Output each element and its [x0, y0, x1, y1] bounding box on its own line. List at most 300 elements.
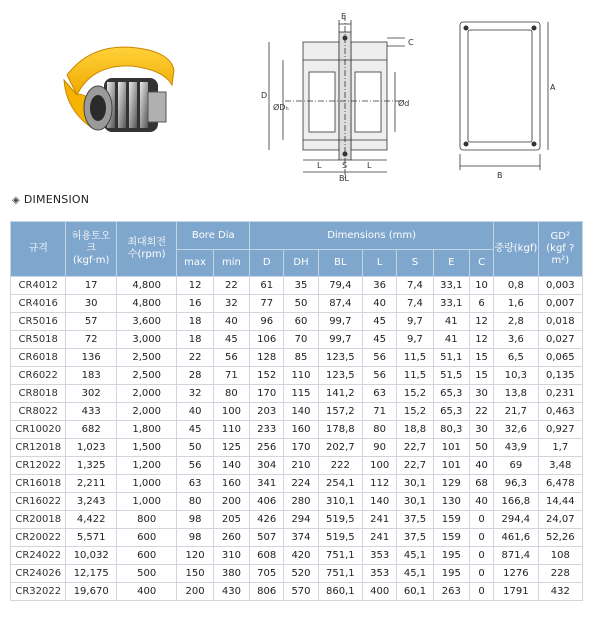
table-cell: 50: [469, 439, 493, 457]
table-cell: 254,1: [318, 475, 362, 493]
table-cell: 0: [469, 565, 493, 583]
table-cell: 30,1: [397, 475, 433, 493]
table-cell: 2,000: [116, 385, 177, 403]
table-cell: 6: [469, 295, 493, 313]
table-cell: 15: [469, 349, 493, 367]
model-cell: CR6018: [11, 349, 66, 367]
header-bore-max: max: [177, 250, 213, 277]
table-cell: 40: [213, 313, 249, 331]
model-cell: CR5018: [11, 331, 66, 349]
table-cell: 136: [66, 349, 116, 367]
table-cell: 432: [538, 583, 582, 601]
table-cell: 32,6: [494, 421, 538, 439]
table-cell: 806: [250, 583, 284, 601]
table-cell: 0,135: [538, 367, 582, 385]
table-cell: 420: [284, 547, 318, 565]
table-cell: 77: [250, 295, 284, 313]
table-cell: 15,2: [397, 385, 433, 403]
table-cell: 60,1: [397, 583, 433, 601]
table-cell: 128: [250, 349, 284, 367]
table-cell: 0: [469, 511, 493, 529]
table-cell: 18: [177, 313, 213, 331]
header-dim-bl: BL: [318, 250, 362, 277]
table-cell: 860,1: [318, 583, 362, 601]
table-cell: 461,6: [494, 529, 538, 547]
table-cell: 22,7: [397, 457, 433, 475]
table-cell: 800: [116, 511, 177, 529]
table-row: [11, 421, 583, 439]
dim-label-bl: BL: [339, 174, 349, 183]
table-cell: 3,600: [116, 313, 177, 331]
table-cell: 294,4: [494, 511, 538, 529]
table-cell: 33,1: [433, 295, 469, 313]
table-cell: 183: [66, 367, 116, 385]
dim-label-a: A: [550, 83, 556, 92]
header-torque: 허용토오 크 (kgf·m): [66, 222, 116, 277]
table-cell: 152: [250, 367, 284, 385]
table-cell: 1791: [494, 583, 538, 601]
table-cell: 71: [363, 403, 397, 421]
table-cell: 36: [363, 277, 397, 295]
dim-label-l-right: L: [367, 161, 372, 170]
table-row: [11, 295, 583, 313]
table-row: [11, 277, 583, 295]
table-cell: 12,175: [66, 565, 116, 583]
table-cell: 41: [433, 331, 469, 349]
table-cell: 129: [433, 475, 469, 493]
header-dim-s: S: [397, 250, 433, 277]
header-dim-d: D: [250, 250, 284, 277]
coupling-photo: [52, 40, 182, 150]
table-cell: 52,26: [538, 529, 582, 547]
table-cell: 1,6: [494, 295, 538, 313]
dimension-table: [10, 221, 583, 601]
dim-label-l-left: L: [317, 161, 322, 170]
table-cell: 1,023: [66, 439, 116, 457]
table-cell: 203: [250, 403, 284, 421]
diamond-bullet-icon: ◈: [12, 195, 20, 206]
table-cell: 166,8: [494, 493, 538, 511]
table-cell: 125: [213, 439, 249, 457]
table-cell: 682: [66, 421, 116, 439]
table-row: [11, 457, 583, 475]
table-cell: 10,032: [66, 547, 116, 565]
table-cell: 2,500: [116, 349, 177, 367]
header-dim-c: C: [469, 250, 493, 277]
table-cell: 374: [284, 529, 318, 547]
table-cell: 69: [494, 457, 538, 475]
model-cell: CR32022: [11, 583, 66, 601]
section-heading: [12, 193, 89, 206]
table-cell: 157,2: [318, 403, 362, 421]
table-cell: 519,5: [318, 511, 362, 529]
table-cell: 178,8: [318, 421, 362, 439]
table-cell: 15: [469, 367, 493, 385]
model-cell: CR24026: [11, 565, 66, 583]
table-cell: 10,3: [494, 367, 538, 385]
table-cell: 0,018: [538, 313, 582, 331]
table-cell: 30: [66, 295, 116, 313]
table-row: [11, 475, 583, 493]
table-cell: 80: [363, 421, 397, 439]
table-cell: 87,4: [318, 295, 362, 313]
table-cell: 12: [469, 313, 493, 331]
table-cell: 99,7: [318, 313, 362, 331]
table-cell: 233: [250, 421, 284, 439]
table-cell: 1,325: [66, 457, 116, 475]
table-cell: 80: [213, 385, 249, 403]
table-cell: 600: [116, 547, 177, 565]
table-cell: 205: [213, 511, 249, 529]
table-cell: 37,5: [397, 511, 433, 529]
table-cell: 14,44: [538, 493, 582, 511]
table-body: [11, 277, 583, 601]
table-cell: 22: [469, 403, 493, 421]
header-bore-dia: Bore Dia: [177, 222, 250, 250]
table-cell: 45: [363, 331, 397, 349]
table-cell: 35: [284, 277, 318, 295]
model-cell: CR16022: [11, 493, 66, 511]
table-cell: 150: [177, 565, 213, 583]
table-cell: 11,5: [397, 367, 433, 385]
table-cell: 0: [469, 583, 493, 601]
table-cell: 18: [177, 331, 213, 349]
table-cell: 68: [469, 475, 493, 493]
table-cell: 751,1: [318, 547, 362, 565]
table-cell: 50: [177, 439, 213, 457]
table-cell: 40: [469, 457, 493, 475]
table-row: [11, 439, 583, 457]
table-cell: 140: [363, 493, 397, 511]
table-cell: 222: [318, 457, 362, 475]
table-cell: 1,800: [116, 421, 177, 439]
table-cell: 224: [284, 475, 318, 493]
table-cell: 123,5: [318, 367, 362, 385]
table-cell: 400: [116, 583, 177, 601]
table-cell: 260: [213, 529, 249, 547]
table-cell: 159: [433, 511, 469, 529]
table-cell: 96,3: [494, 475, 538, 493]
table-row: [11, 583, 583, 601]
table-cell: 140: [213, 457, 249, 475]
table-cell: 45,1: [397, 547, 433, 565]
table-row: [11, 331, 583, 349]
table-cell: 0,927: [538, 421, 582, 439]
table-cell: 5,571: [66, 529, 116, 547]
table-row: [11, 565, 583, 583]
table-cell: 100: [213, 403, 249, 421]
table-cell: 108: [538, 547, 582, 565]
table-cell: 3,48: [538, 457, 582, 475]
table-cell: 130: [433, 493, 469, 511]
table-cell: 6,5: [494, 349, 538, 367]
table-cell: 9,7: [397, 331, 433, 349]
table-cell: 41: [433, 313, 469, 331]
table-cell: 16: [177, 295, 213, 313]
table-cell: 0,007: [538, 295, 582, 313]
table-cell: 1276: [494, 565, 538, 583]
table-cell: 195: [433, 565, 469, 583]
table-cell: 22: [177, 349, 213, 367]
table-row: [11, 313, 583, 331]
header-max-speed: 최대회전 수(rpm): [116, 222, 177, 277]
table-cell: 123,5: [318, 349, 362, 367]
table-cell: 4,800: [116, 277, 177, 295]
table-cell: 0,003: [538, 277, 582, 295]
table-cell: 608: [250, 547, 284, 565]
table-cell: 90: [363, 439, 397, 457]
table-cell: 2,000: [116, 403, 177, 421]
product-figures: [0, 0, 600, 190]
table-cell: 56: [363, 349, 397, 367]
header-dimensions: Dimensions (mm): [250, 222, 494, 250]
table-row: [11, 529, 583, 547]
table-cell: 12: [469, 331, 493, 349]
table-cell: 202,7: [318, 439, 362, 457]
table-cell: 170: [250, 385, 284, 403]
table-cell: 40: [177, 403, 213, 421]
table-cell: 1,000: [116, 493, 177, 511]
table-cell: 120: [177, 547, 213, 565]
table-cell: 9,7: [397, 313, 433, 331]
table-cell: 65,3: [433, 403, 469, 421]
table-cell: 353: [363, 547, 397, 565]
model-cell: CR10020: [11, 421, 66, 439]
header-model: 규격: [11, 222, 66, 277]
table-cell: 32: [213, 295, 249, 313]
table-cell: 507: [250, 529, 284, 547]
table-cell: 304: [250, 457, 284, 475]
coupling-cover-drawing: [448, 14, 558, 184]
table-cell: 256: [250, 439, 284, 457]
table-row: [11, 403, 583, 421]
dim-label-e: E: [341, 12, 347, 21]
table-cell: 400: [363, 583, 397, 601]
table-cell: 110: [213, 421, 249, 439]
model-cell: CR8022: [11, 403, 66, 421]
table-cell: 1,200: [116, 457, 177, 475]
table-cell: 30: [469, 421, 493, 439]
table-cell: 106: [250, 331, 284, 349]
table-cell: 241: [363, 511, 397, 529]
dim-label-bore: Ød: [398, 99, 410, 108]
table-cell: 0,8: [494, 277, 538, 295]
table-cell: 433: [66, 403, 116, 421]
table-cell: 294: [284, 511, 318, 529]
table-cell: 0: [469, 547, 493, 565]
table-cell: 100: [363, 457, 397, 475]
table-cell: 310: [213, 547, 249, 565]
coupling-section-drawing: [255, 10, 435, 185]
table-cell: 65,3: [433, 385, 469, 403]
table-cell: 21,7: [494, 403, 538, 421]
table-cell: 45: [213, 331, 249, 349]
table-row: [11, 349, 583, 367]
table-cell: 63: [363, 385, 397, 403]
table-cell: 228: [538, 565, 582, 583]
table-cell: 98: [177, 511, 213, 529]
model-cell: CR24022: [11, 547, 66, 565]
table-cell: 13,8: [494, 385, 538, 403]
table-cell: 1,500: [116, 439, 177, 457]
table-cell: 200: [213, 493, 249, 511]
header-gd2: GD² (kgf ? m²): [538, 222, 582, 277]
model-cell: CR20018: [11, 511, 66, 529]
table-cell: 37,5: [397, 529, 433, 547]
table-cell: 2,211: [66, 475, 116, 493]
table-cell: 45,1: [397, 565, 433, 583]
dim-label-s: S: [342, 161, 348, 170]
table-row: [11, 493, 583, 511]
table-cell: 0,065: [538, 349, 582, 367]
header-dim-dh: DH: [284, 250, 318, 277]
table-cell: 4,422: [66, 511, 116, 529]
dim-label-d: D: [261, 91, 268, 100]
model-cell: CR4012: [11, 277, 66, 295]
table-cell: 51,5: [433, 367, 469, 385]
table-cell: 302: [66, 385, 116, 403]
table-cell: 3,6: [494, 331, 538, 349]
table-cell: 0: [469, 529, 493, 547]
table-cell: 45: [363, 313, 397, 331]
header-weight: 중량(kgf): [494, 222, 538, 277]
table-cell: 3,243: [66, 493, 116, 511]
table-cell: 170: [284, 439, 318, 457]
table-row: [11, 511, 583, 529]
table-cell: 341: [250, 475, 284, 493]
table-row: [11, 385, 583, 403]
table-cell: 85: [284, 349, 318, 367]
table-row: [11, 367, 583, 385]
header-dim-l: L: [363, 250, 397, 277]
table-cell: 2,8: [494, 313, 538, 331]
table-cell: 7,4: [397, 277, 433, 295]
table-cell: 22: [213, 277, 249, 295]
table-cell: 280: [284, 493, 318, 511]
table-cell: 63: [177, 475, 213, 493]
table-cell: 200: [177, 583, 213, 601]
table-cell: 19,670: [66, 583, 116, 601]
table-cell: 12: [177, 277, 213, 295]
table-cell: 195: [433, 547, 469, 565]
table-cell: 56: [363, 367, 397, 385]
table-cell: 871,4: [494, 547, 538, 565]
table-cell: 0,231: [538, 385, 582, 403]
table-cell: 11,5: [397, 349, 433, 367]
table-cell: 3,000: [116, 331, 177, 349]
table-cell: 33,1: [433, 277, 469, 295]
table-cell: 22,7: [397, 439, 433, 457]
model-cell: CR8018: [11, 385, 66, 403]
table-cell: 159: [433, 529, 469, 547]
table-cell: 4,800: [116, 295, 177, 313]
dim-label-c: C: [408, 38, 414, 47]
table-cell: 160: [213, 475, 249, 493]
model-cell: CR12022: [11, 457, 66, 475]
table-cell: 28: [177, 367, 213, 385]
table-cell: 40: [469, 493, 493, 511]
table-cell: 18,8: [397, 421, 433, 439]
table-cell: 61: [250, 277, 284, 295]
model-cell: CR12018: [11, 439, 66, 457]
table-cell: 426: [250, 511, 284, 529]
table-cell: 241: [363, 529, 397, 547]
table-cell: 110: [284, 367, 318, 385]
table-cell: 115: [284, 385, 318, 403]
table-cell: 79,4: [318, 277, 362, 295]
table-cell: 30,1: [397, 493, 433, 511]
table-cell: 0,463: [538, 403, 582, 421]
table-cell: 519,5: [318, 529, 362, 547]
table-cell: 10: [469, 277, 493, 295]
table-cell: 7,4: [397, 295, 433, 313]
table-cell: 600: [116, 529, 177, 547]
table-cell: 430: [213, 583, 249, 601]
table-cell: 500: [116, 565, 177, 583]
table-cell: 112: [363, 475, 397, 493]
model-cell: CR5016: [11, 313, 66, 331]
table-cell: 57: [66, 313, 116, 331]
table-cell: 43,9: [494, 439, 538, 457]
table-cell: 96: [250, 313, 284, 331]
table-cell: 15,2: [397, 403, 433, 421]
table-cell: 310,1: [318, 493, 362, 511]
table-cell: 520: [284, 565, 318, 583]
table-cell: 751,1: [318, 565, 362, 583]
dim-label-dh: ØDₕ: [273, 103, 289, 112]
table-cell: 705: [250, 565, 284, 583]
table-cell: 56: [177, 457, 213, 475]
table-cell: 60: [284, 313, 318, 331]
table-cell: 99,7: [318, 331, 362, 349]
model-cell: CR16018: [11, 475, 66, 493]
table-cell: 50: [284, 295, 318, 313]
table-cell: 72: [66, 331, 116, 349]
table-cell: 406: [250, 493, 284, 511]
table-cell: 40: [363, 295, 397, 313]
model-cell: CR4016: [11, 295, 66, 313]
table-cell: 160: [284, 421, 318, 439]
table-cell: 101: [433, 457, 469, 475]
header-bore-min: min: [213, 250, 249, 277]
table-cell: 32: [177, 385, 213, 403]
table-cell: 210: [284, 457, 318, 475]
table-cell: 1,000: [116, 475, 177, 493]
table-cell: 56: [213, 349, 249, 367]
model-cell: CR20022: [11, 529, 66, 547]
table-cell: 6,478: [538, 475, 582, 493]
model-cell: CR6022: [11, 367, 66, 385]
table-cell: 140: [284, 403, 318, 421]
table-cell: 1,7: [538, 439, 582, 457]
table-cell: 380: [213, 565, 249, 583]
table-cell: 263: [433, 583, 469, 601]
table-cell: 71: [213, 367, 249, 385]
table-cell: 70: [284, 331, 318, 349]
table-cell: 45: [177, 421, 213, 439]
section-title: DIMENSION: [23, 193, 90, 206]
table-cell: 17: [66, 277, 116, 295]
table-cell: 141,2: [318, 385, 362, 403]
table-cell: 570: [284, 583, 318, 601]
header-dim-e: E: [433, 250, 469, 277]
table-cell: 80: [177, 493, 213, 511]
table-cell: 101: [433, 439, 469, 457]
dim-label-b: B: [497, 171, 503, 180]
table-row: [11, 547, 583, 565]
table-cell: 24,07: [538, 511, 582, 529]
table-cell: 0,027: [538, 331, 582, 349]
